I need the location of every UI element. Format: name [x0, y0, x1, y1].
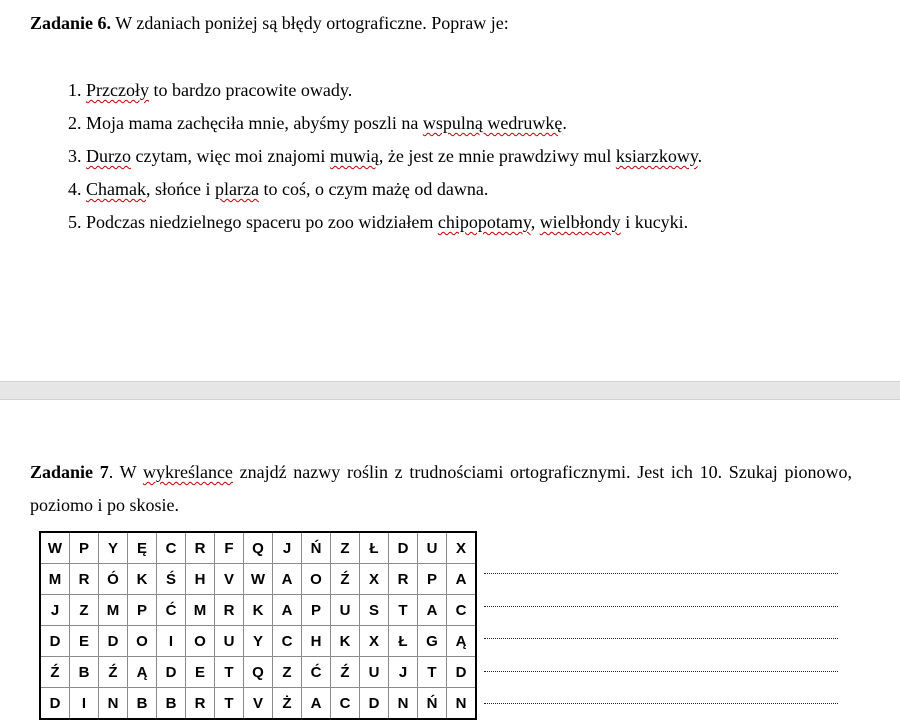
grid-cell: M [40, 564, 70, 595]
grid-row [40, 626, 476, 657]
grid-cell: D [40, 688, 70, 720]
misspelled-word: ksiarzkowy [615, 146, 698, 166]
grid-cell: Z [70, 595, 99, 626]
page-break [0, 381, 900, 400]
task-7-label: Zadanie 7 [30, 462, 109, 482]
grid-cell: V [215, 564, 244, 595]
grid-row [40, 657, 476, 688]
grid-cell: Ł [360, 532, 389, 564]
grid-cell: H [302, 626, 331, 657]
grid-row [40, 564, 476, 595]
text-fragment: . [562, 113, 567, 133]
grid-cell: T [215, 688, 244, 720]
text-fragment: Podczas niedzielnego spaceru po zoo widziałem [86, 212, 438, 232]
grid-cell: Ź [99, 657, 128, 688]
grid-cell: D [360, 688, 389, 720]
grid-row [40, 532, 476, 564]
sentence-item [86, 76, 702, 109]
grid-cell: Ź [40, 657, 70, 688]
text-fragment: i kucyki. [620, 212, 689, 232]
grid-cell: Ą [128, 657, 157, 688]
grid-cell: Ć [302, 657, 331, 688]
grid-cell: Ć [157, 595, 186, 626]
sentence-item [86, 175, 702, 208]
grid-cell: B [157, 688, 186, 720]
grid-cell: C [273, 626, 302, 657]
grid-cell: V [244, 688, 273, 720]
grid-cell: Ń [302, 532, 331, 564]
text-fragment: czytam, więc moi znajomi [130, 146, 330, 166]
grid-cell: I [70, 688, 99, 720]
grid-cell: A [302, 688, 331, 720]
grid-cell: Ę [128, 532, 157, 564]
grid-cell: Ś [157, 564, 186, 595]
grid-cell: T [418, 657, 447, 688]
grid-cell: Ł [389, 626, 418, 657]
text-fragment: , [530, 212, 540, 232]
grid-cell: J [40, 595, 70, 626]
misspelled-word: Przczoły [86, 80, 149, 100]
misspelled-word: wykreślance [142, 462, 233, 482]
grid-cell: D [157, 657, 186, 688]
text-fragment: , słońce i [146, 179, 215, 199]
grid-cell: O [186, 626, 215, 657]
grid-cell: X [360, 626, 389, 657]
grid-cell: C [331, 688, 360, 720]
grid-cell: D [40, 626, 70, 657]
misspelled-word: Durzo [86, 146, 131, 166]
misspelled-word: plarza [215, 179, 259, 199]
document-page-2 [0, 400, 900, 712]
answer-line[interactable] [484, 573, 838, 574]
grid-cell: C [157, 532, 186, 564]
grid-cell: T [389, 595, 418, 626]
grid-cell: Ź [331, 564, 360, 595]
grid-cell: G [418, 626, 447, 657]
task-6-instruction: W zdaniach poniżej są błędy ortograficzne. Popraw je: [111, 13, 509, 33]
grid-row [40, 595, 476, 626]
text-fragment: . [697, 146, 703, 166]
grid-cell: K [128, 564, 157, 595]
grid-cell: P [418, 564, 447, 595]
grid-cell: K [331, 626, 360, 657]
grid-cell: D [389, 532, 418, 564]
grid-cell: Z [273, 657, 302, 688]
grid-cell: W [40, 532, 70, 564]
grid-cell: X [360, 564, 389, 595]
sentence-item [86, 109, 702, 142]
grid-cell: B [70, 657, 99, 688]
grid-cell: U [331, 595, 360, 626]
answer-line[interactable] [484, 671, 838, 672]
grid-cell: A [447, 564, 477, 595]
grid-cell: A [273, 564, 302, 595]
grid-cell: P [128, 595, 157, 626]
grid-cell: P [70, 532, 99, 564]
grid-cell: U [215, 626, 244, 657]
grid-cell: U [418, 532, 447, 564]
grid-cell: Y [244, 626, 273, 657]
grid-cell: B [128, 688, 157, 720]
grid-cell: U [360, 657, 389, 688]
sentence-item [86, 208, 702, 241]
grid-cell: N [99, 688, 128, 720]
grid-cell: Ń [418, 688, 447, 720]
grid-cell: R [186, 688, 215, 720]
grid-cell: Ó [99, 564, 128, 595]
misspelled-word: muwią [329, 146, 379, 166]
grid-cell: A [418, 595, 447, 626]
grid-cell: D [447, 657, 477, 688]
grid-cell: O [128, 626, 157, 657]
text-fragment: znajdź nazwy roślin z trudnościami ortograficznymi. Jest ich 10. Szukaj pionowo, poziomo i po skosie. [30, 462, 852, 515]
grid-cell: Ą [447, 626, 477, 657]
misspelled-word: wielbłondy [539, 212, 621, 232]
sentence-list [40, 76, 702, 241]
answer-line[interactable] [484, 606, 838, 607]
text-fragment: Moja mama zachęciła mnie, abyśmy poszli na [86, 113, 423, 133]
grid-cell: H [186, 564, 215, 595]
grid-cell: R [389, 564, 418, 595]
grid-cell: Ż [273, 688, 302, 720]
grid-cell: K [244, 595, 273, 626]
task-6-label: Zadanie 6. [30, 13, 112, 33]
grid-cell: J [389, 657, 418, 688]
answer-line[interactable] [484, 638, 838, 639]
word-search-grid [39, 531, 477, 720]
grid-cell: N [389, 688, 418, 720]
grid-cell: A [273, 595, 302, 626]
grid-cell: E [186, 657, 215, 688]
grid-cell: M [186, 595, 215, 626]
misspelled-word: Chamak [86, 179, 146, 199]
grid-cell: Z [331, 532, 360, 564]
grid-cell: R [215, 595, 244, 626]
grid-cell: F [215, 532, 244, 564]
grid-cell: I [157, 626, 186, 657]
task-6-heading [30, 11, 509, 35]
misspelled-word: wspulną wedruwkę [422, 113, 563, 133]
grid-cell: Ź [331, 657, 360, 688]
grid-cell: E [70, 626, 99, 657]
grid-cell: R [70, 564, 99, 595]
grid-cell: P [302, 595, 331, 626]
grid-cell: T [215, 657, 244, 688]
text-fragment: . W [108, 462, 143, 482]
answer-line[interactable] [484, 703, 838, 704]
grid-cell: M [99, 595, 128, 626]
grid-cell: Q [244, 532, 273, 564]
grid-cell: Y [99, 532, 128, 564]
grid-cell: N [447, 688, 477, 720]
grid-row [40, 688, 476, 720]
grid-cell: X [447, 532, 477, 564]
text-fragment: to coś, o czym mażę od dawna. [258, 179, 489, 199]
text-fragment: to bardzo pracowite owady. [148, 80, 353, 100]
grid-cell: Q [244, 657, 273, 688]
task-7-heading [30, 456, 852, 522]
grid-cell: D [99, 626, 128, 657]
grid-cell: C [447, 595, 477, 626]
task-7-instruction [30, 462, 852, 515]
grid-cell: R [186, 532, 215, 564]
grid-cell: W [244, 564, 273, 595]
grid-cell: O [302, 564, 331, 595]
sentence-item [86, 142, 702, 175]
grid-cell: S [360, 595, 389, 626]
grid-cell: J [273, 532, 302, 564]
text-fragment: , że jest ze mnie prawdziwy mul [378, 146, 616, 166]
misspelled-word: chipopotamy [437, 212, 531, 232]
